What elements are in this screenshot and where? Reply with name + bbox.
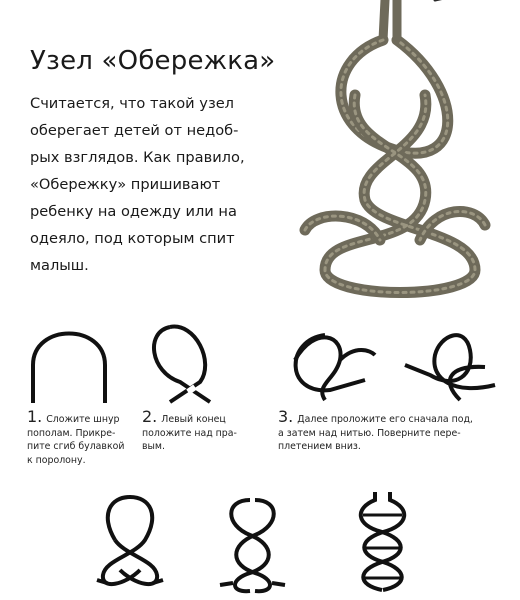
step-text-line: пополам. Прикре-: [27, 427, 116, 439]
step-2-diagram: [140, 322, 220, 407]
knot-stage-2-diagram: [215, 495, 290, 595]
step-number: 2.: [142, 407, 158, 426]
step-number: 3.: [278, 407, 294, 426]
step-2-caption: [142, 407, 237, 454]
knot-photo: [285, 0, 520, 305]
intro-line: малыш.: [30, 257, 89, 274]
intro-line: «Обережку» пришивают: [30, 176, 221, 193]
page-title: Узел «Обережка»: [30, 46, 276, 76]
step-3a-diagram: [285, 325, 380, 405]
step-text-line: вым.: [142, 441, 165, 452]
step-1-caption: [27, 407, 125, 467]
step-text-line: к поролону.: [27, 454, 86, 466]
step-text-line: Сложите шнур: [46, 414, 120, 425]
step-3-caption: [278, 407, 473, 454]
step-3b-diagram: [400, 325, 500, 405]
knot-stage-3-diagram: [345, 490, 420, 595]
intro-line: рых взглядов. Как правило,: [30, 149, 245, 166]
step-text-line: пите сгиб булавкой: [27, 441, 125, 452]
intro-line: Считается, что такой узел: [30, 95, 235, 112]
step-text-line: Левый конец: [161, 414, 226, 425]
intro-line: ребенку на одежду или на: [30, 203, 237, 220]
step-text-line: плетением вниз.: [278, 441, 361, 452]
knot-stage-1-diagram: [95, 495, 165, 595]
step-1-diagram: [25, 325, 115, 405]
step-text-line: положите над пра-: [142, 427, 237, 439]
step-text-line: а затем над нитью. Поверните пере-: [278, 427, 461, 439]
intro-paragraph: [30, 90, 300, 279]
step-number: 1.: [27, 407, 43, 426]
intro-line: одеяло, под которым спит: [30, 230, 235, 247]
step-text-line: Далее проложите его сначала под,: [297, 414, 473, 425]
intro-line: оберегает детей от недоб-: [30, 122, 239, 139]
